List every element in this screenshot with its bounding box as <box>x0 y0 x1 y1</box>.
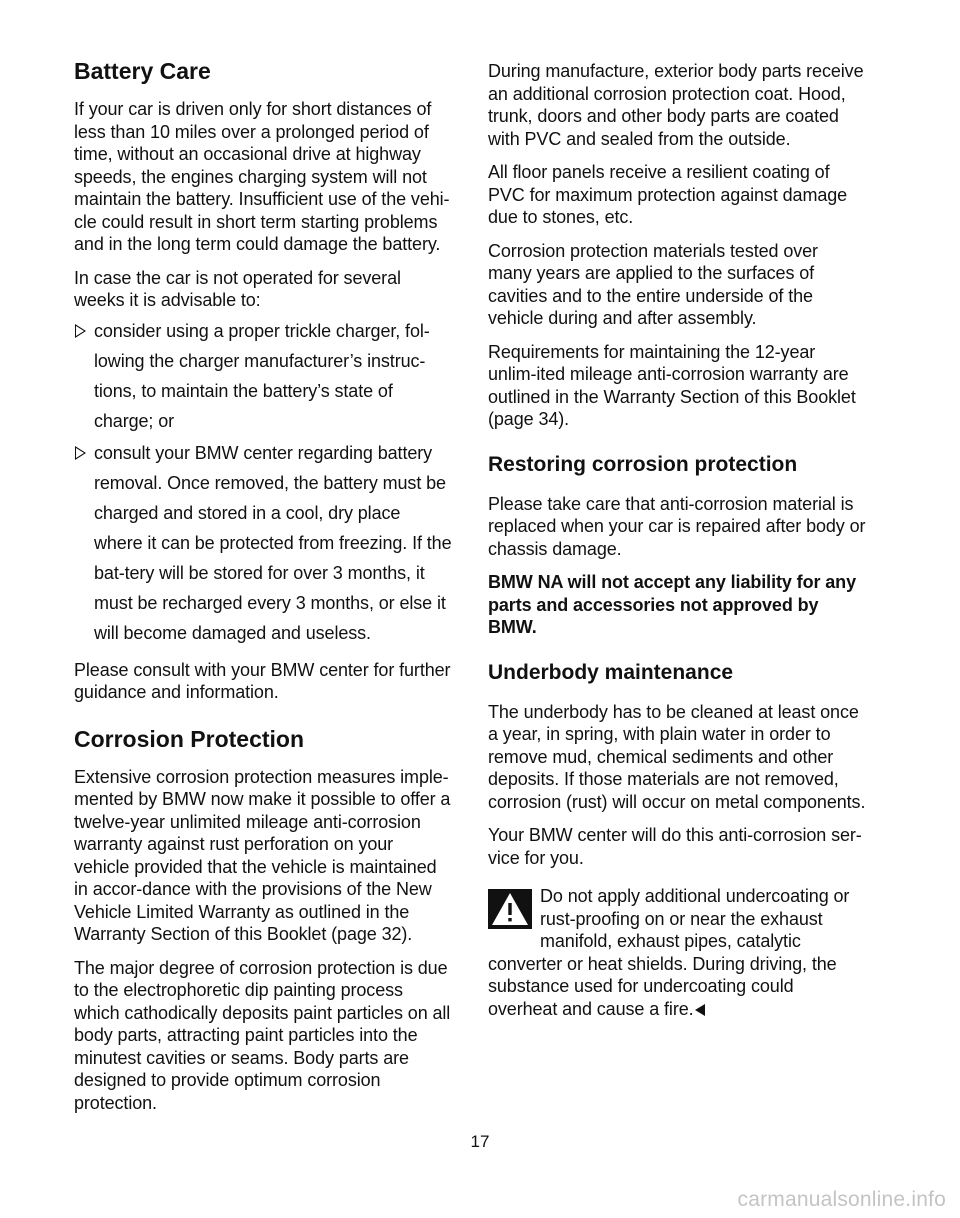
left-column <box>74 56 452 1125</box>
liability-notice: BMW NA will not accept any liability for any parts and accessories not approved by BMW. <box>488 572 856 637</box>
corrosion-para3: During manufacture, exterior body parts receive an additional corrosion protection coat. Hood, trunk, doors and other body parts are coated with PVC and sealed from the outside. <box>488 61 864 149</box>
list-item <box>74 438 452 648</box>
restoring-heading: Restoring corrosion protection <box>488 452 798 476</box>
battery-care-bullet-list <box>74 316 452 648</box>
triangle-bullet-icon <box>74 316 88 346</box>
end-of-section-icon <box>695 1004 705 1016</box>
corrosion-protection-heading: Corrosion Protection <box>74 725 305 752</box>
bullet-text: consult your BMW center regarding battery removal. Once removed, the battery must be charged and stored in a cool, dry place where it can be protected from freezing. If the bat-tery will be stored for over 3 months, it must be recharged every 3 months, or else it will become damaged and useless. <box>94 442 452 643</box>
list-item <box>74 316 452 436</box>
underbody-para1: The underbody has to be cleaned at least once a year, in spring, with plain water in order to remove mud, chemical sediments and other deposits. If those materials are not removed, corrosion (rust) will occur on metal components. <box>488 701 866 812</box>
bullet-text: consider using a proper trickle charger, fol-lowing the charger manufacturer’s instruc-tions, to maintain the battery’s state of charge; or <box>94 320 430 431</box>
battery-care-para1: If your car is driven only for short distances of less than 10 miles over a prolonged period of time, without an occasional drive at highway speeds, the engines charging system will not maintain the battery. Insufficient use of the vehi-cle could result in short term starting problems and in the long term could damage the battery. <box>74 99 450 254</box>
warning-icon <box>488 889 532 929</box>
corrosion-para4: All floor panels receive a resilient coating of PVC for maximum protection against damage due to stones, etc. <box>488 162 848 227</box>
battery-care-heading: Battery Care <box>74 58 211 84</box>
right-column <box>488 60 866 1020</box>
corrosion-para2: The major degree of corrosion protection is due to the electrophoretic dip painting process which cathodically deposits paint particles on all body parts, attracting paint particles into the minutest cavities or seams. Body parts are designed to provide optimum corrosion protection. <box>74 957 451 1113</box>
battery-care-para2: In case the car is not operated for several weeks it is advisable to: <box>74 267 401 310</box>
warning-triangle-icon <box>488 889 532 929</box>
warning-block <box>488 885 866 1020</box>
warning-text: Do not apply additional undercoating or rust-proofing on or near the exhaust manifold, exhaust pipes, catalytic converter or heat shields. During driving, the substance used for undercoating could overheat and cause a fire. <box>488 886 850 1019</box>
underbody-para2: Your BMW center will do this anti-corrosion ser-vice for you. <box>488 825 862 868</box>
battery-care-para3: Please consult with your BMW center for further guidance and information. <box>74 659 451 702</box>
corrosion-para5: Corrosion protection materials tested over many years are applied to the surfaces of cavities and to the entire underside of the vehicle during and after assembly. <box>488 240 818 328</box>
restoring-para1: Please take care that anti-corrosion material is replaced when your car is repaired after body or chassis damage. <box>488 493 866 559</box>
corrosion-para6: Requirements for maintaining the 12-year unlim-ited mileage anti-corrosion warranty are outlined in the Warranty Section of this Booklet (page 34). <box>488 341 856 429</box>
corrosion-para1: Extensive corrosion protection measures imple-mented by BMW now make it possible to offer a twelve-year unlimited mileage anti-corrosion warranty against rust perforation on your vehicle provided that the vehicle is maintained in accor-dance with the provisions of the New Vehicle Limited Warranty as outlined in the Warranty Section of this Booklet (page 32). <box>74 766 451 944</box>
triangle-bullet-icon <box>74 438 88 468</box>
page-number: 17 <box>470 1132 490 1151</box>
underbody-heading: Underbody maintenance <box>488 660 734 684</box>
watermark: carmanualsonline.info <box>737 1188 946 1211</box>
